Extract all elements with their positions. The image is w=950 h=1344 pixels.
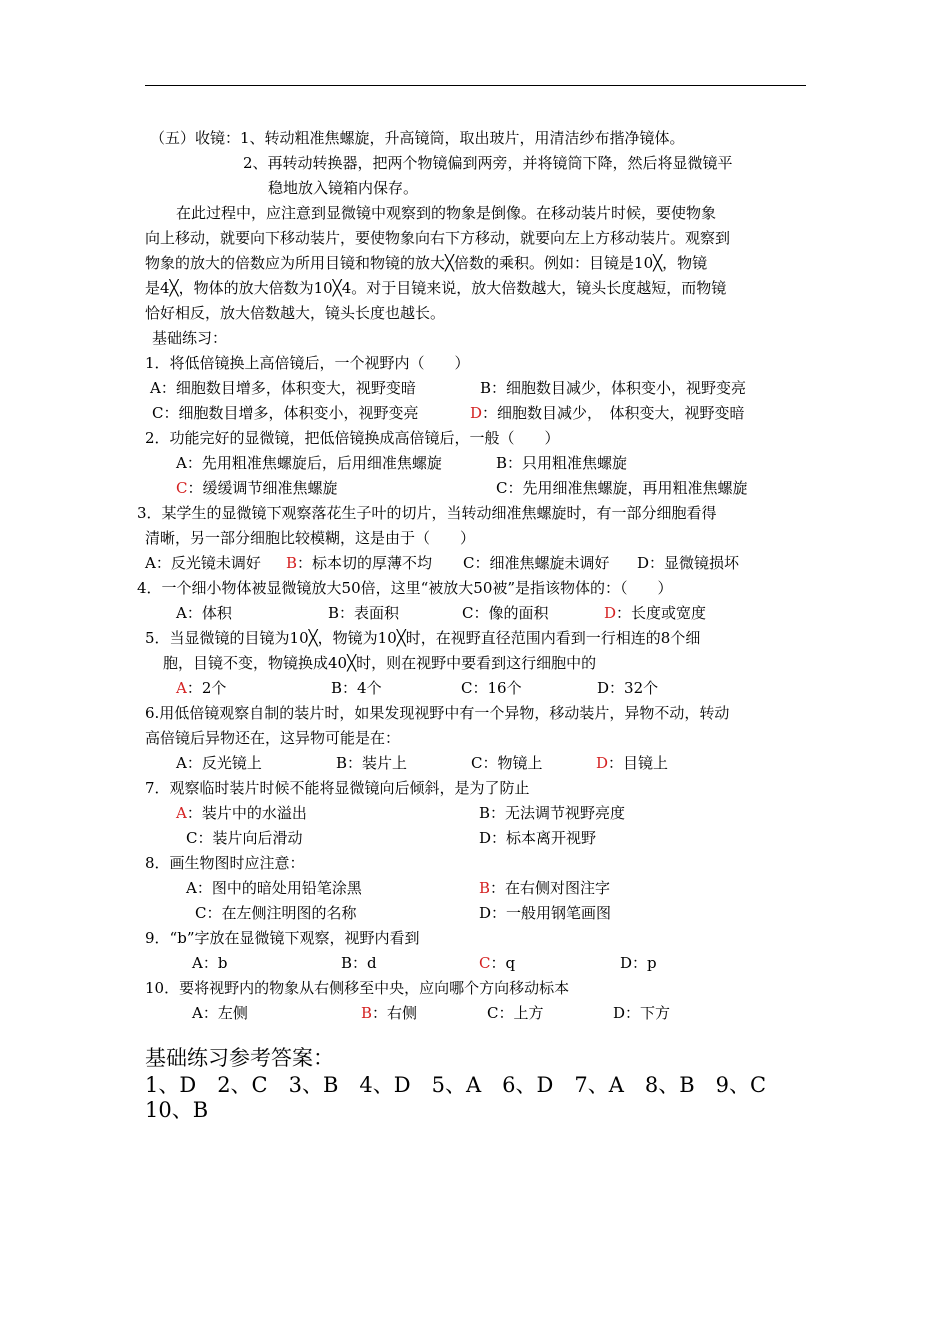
q3-stem-line2: 清晰，另一部分细胞比较模糊，这是由于（ ）	[145, 529, 476, 547]
q5-option-b: B：4个	[331, 679, 382, 697]
q6-stem-line2: 高倍镜后异物还在，这异物可能是在：	[145, 729, 401, 747]
q4-option-c: C：像的面积	[462, 604, 549, 622]
q3-option-a: A：反光镜未调好	[145, 554, 261, 572]
q6-stem-line1: 6.用低倍镜观察自制的装片时，如果发现视野中有一个异物，移动装片，异物不动，转动	[145, 704, 730, 722]
q2-answer-letter: C	[176, 479, 188, 497]
q2-option-b: B：只用粗准焦螺旋	[496, 454, 628, 472]
header-rule	[145, 85, 806, 86]
q6-answer-letter: D	[596, 754, 609, 772]
q7-stem: 7．观察临时装片时候不能将显微镜向后倾斜，是为了防止	[145, 779, 530, 797]
q8-answer-letter: B	[479, 879, 491, 897]
q2-option-c: C：缓缓调节细准焦螺旋	[176, 479, 338, 497]
q10-option-a: A：左侧	[192, 1004, 248, 1022]
q9-option-b: B：d	[341, 954, 377, 972]
q8-option-d: D：一般用钢笔画图	[479, 904, 612, 922]
q9-option-c: C：q	[479, 954, 516, 972]
q10-answer-letter: B	[361, 1004, 373, 1022]
q6-option-d: D：目镜上	[596, 754, 669, 772]
step5-line3: 稳地放入镜箱内保存。	[268, 179, 419, 197]
q3-option-c: C：细准焦螺旋未调好	[463, 554, 610, 572]
step5-line2: 2、再转动转换器，把两个物镜偏到两旁，并将镜筒下降，然后将显微镜平	[243, 154, 733, 172]
answers-line2: 10、B	[145, 1098, 209, 1122]
q8-stem: 8．画生物图时应注意：	[145, 854, 305, 872]
q7-answer-letter: A	[176, 804, 187, 822]
q8-option-b: B：在右侧对图注字	[479, 879, 611, 897]
q8-option-c: C：在左侧注明图的名称	[195, 904, 357, 922]
q9-answer-letter: C	[479, 954, 491, 972]
q1-option-d: D：细胞数目减少， 体积变大，视野变暗	[470, 404, 745, 422]
paragraph-line: 恰好相反，放大倍数越大，镜头长度也越长。	[145, 304, 446, 322]
q5-stem-line2: 胞，目镜不变，物镜换成40╳时，则在视野中要看到这行细胞中的	[163, 654, 597, 672]
paragraph-line: 物象的放大的倍数应为所用目镜和物镜的放大╳倍数的乘积。例如：目镜是10╳，物镜	[145, 254, 708, 272]
q10-option-c: C：上方	[487, 1004, 544, 1022]
q3-option-b: B：标本切的厚薄不均	[286, 554, 433, 572]
q5-option-c: C：16个	[461, 679, 522, 697]
q1-option-a: A：细胞数目增多，体积变大，视野变暗	[150, 379, 416, 397]
q6-option-a: A：反光镜上	[176, 754, 262, 772]
answers-heading: 基础练习参考答案：	[145, 1046, 334, 1070]
q1-answer-letter: D	[470, 404, 483, 422]
q10-option-b: B：右侧	[361, 1004, 418, 1022]
q5-answer-letter: A	[176, 679, 187, 697]
q9-option-d: D：p	[620, 954, 657, 972]
answers-line1: 1、D 2、C 3、B 4、D 5、A 6、D 7、A 8、B 9、C	[145, 1073, 767, 1097]
q2-option-d: C：先用细准焦螺旋，再用粗准焦螺旋	[496, 479, 748, 497]
q5-option-d: D：32个	[597, 679, 659, 697]
q7-option-b: B：无法调节视野亮度	[479, 804, 626, 822]
q1-option-c: C：细胞数目增多，体积变小，视野变亮	[152, 404, 419, 422]
q3-option-d: D：显微镜损坏	[637, 554, 740, 572]
q2-stem: 2．功能完好的显微镜，把低倍镜换成高倍镜后，一般（ ）	[145, 429, 560, 447]
paragraph-line: 在此过程中，应注意到显微镜中观察到的物象是倒像。在移动装片时候，要使物象	[176, 204, 717, 222]
step5-line1: （五）收镜：1、转动粗准焦螺旋，升高镜筒，取出玻片，用清洁纱布揩净镜体。	[150, 129, 685, 147]
q3-answer-letter: B	[286, 554, 298, 572]
q1-stem: 1．将低倍镜换上高倍镜后，一个视野内（ ）	[145, 354, 470, 372]
q3-stem-line1: 3．某学生的显微镜下观察落花生子叶的切片，当转动细准焦螺旋时，有一部分细胞看得	[137, 504, 717, 522]
q10-option-d: D：下方	[613, 1004, 671, 1022]
q6-option-c: C：物镜上	[471, 754, 543, 772]
q9-stem: 9．“b”字放在显微镜下观察，视野内看到	[145, 929, 420, 947]
q4-option-d: D：长度或宽度	[604, 604, 707, 622]
q5-stem-line1: 5．当显微镜的目镜为10╳，物镜为10╳时，在视野直径范围内看到一行相连的8个细	[145, 629, 701, 647]
q8-option-a: A：图中的暗处用铅笔涂黑	[186, 879, 362, 897]
q4-option-a: A：体积	[176, 604, 232, 622]
q7-option-d: D：标本离开视野	[479, 829, 597, 847]
exercise-heading: 基础练习：	[152, 329, 228, 347]
q7-option-c: C：装片向后滑动	[186, 829, 303, 847]
q6-option-b: B：装片上	[336, 754, 408, 772]
paragraph-line: 向上移动，就要向下移动装片，要使物象向右下方移动，就要向左上方移动装片。观察到	[145, 229, 731, 247]
paragraph-line: 是4╳，物体的放大倍数为10╳4。对于目镜来说，放大倍数越大，镜头长度越短，而物镜	[145, 279, 727, 297]
q4-option-b: B：表面积	[328, 604, 400, 622]
q5-option-a: A：2个	[176, 679, 227, 697]
q9-option-a: A：b	[192, 954, 228, 972]
q10-stem: 10．要将视野内的物象从右侧移至中央，应向哪个方向移动标本	[145, 979, 570, 997]
q4-answer-letter: D	[604, 604, 617, 622]
q2-option-a: A：先用粗准焦螺旋后，后用细准焦螺旋	[176, 454, 442, 472]
q4-stem: 4．一个细小物体被显微镜放大50倍，这里“被放大50被”是指该物体的：（ ）	[137, 579, 673, 597]
q7-option-a: A：装片中的水溢出	[176, 804, 307, 822]
q1-option-b: B：细胞数目减少，体积变小，视野变亮	[480, 379, 747, 397]
